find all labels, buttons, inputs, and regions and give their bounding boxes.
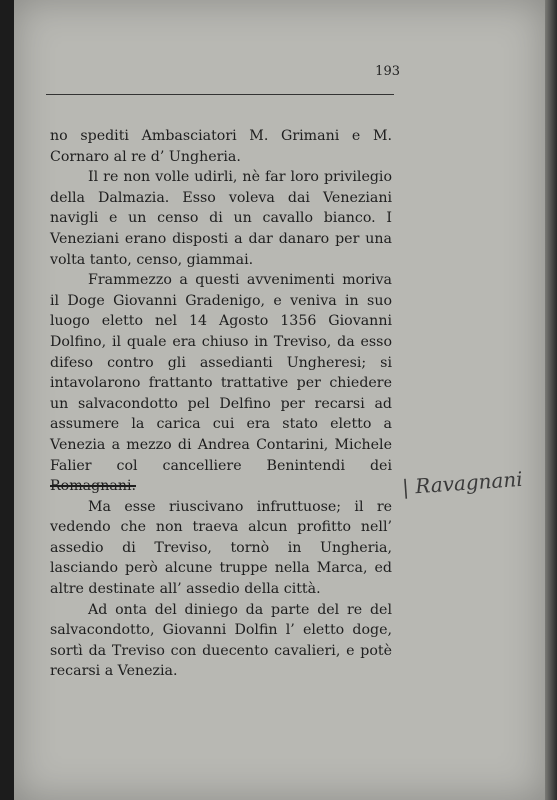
paragraph: no spediti Ambasciatori M. Grimani e M. Cornaro al re d’ Ungheria.: [50, 128, 392, 165]
paragraph: Ma esse riuscivano infruttuose; il re vedendo che non traeva alcun profitto nell’ assedio di Treviso, tornò in Ungheria, lasciando però alcune truppe nella Marca, ed altre destinate all’ assedio della città.: [50, 498, 392, 598]
paragraph: Il re non volle udirli, nè far loro privilegio della Dalmazia. Esso voleva dai Veneziani navigli e un censo di un cavallo bianco. I Veneziani erano disposti a dar danaro per una volta tanto, censo, giammai.: [50, 169, 392, 268]
header-rule: [46, 94, 394, 95]
body-text: [50, 126, 392, 682]
paragraph: [50, 270, 392, 497]
page-edge: [545, 0, 557, 800]
page-number: 193: [375, 64, 400, 79]
handwritten-margin-note: | Ravagnani: [401, 466, 524, 500]
paragraph-text: Frammezzo a questi avvenimenti moriva il Doge Giovanni Gradenigo, e veniva in suo luogo eletto nel 14 Agosto 1356 Giovanni Dolfino, il quale era chiuso in Treviso, da esso difeso contro gli assedianti Ungheresi; si intavolarono frattanto trattative per chiedere un salvacondotto pel Delfino per recarsi ad assumere la carica cui era stato eletto a Venezia a mezzo di Andrea Contarini, Michele Falier col cancelliere Benintendi dei: [50, 272, 392, 474]
struck-word: Romagnani.: [50, 478, 136, 495]
paragraph: Ad onta del diniego da parte del re del salvacondotto, Giovanni Dolfin l’ eletto doge, sortì da Treviso con duecento cavalieri, e potè recarsi a Venezia.: [50, 601, 392, 680]
